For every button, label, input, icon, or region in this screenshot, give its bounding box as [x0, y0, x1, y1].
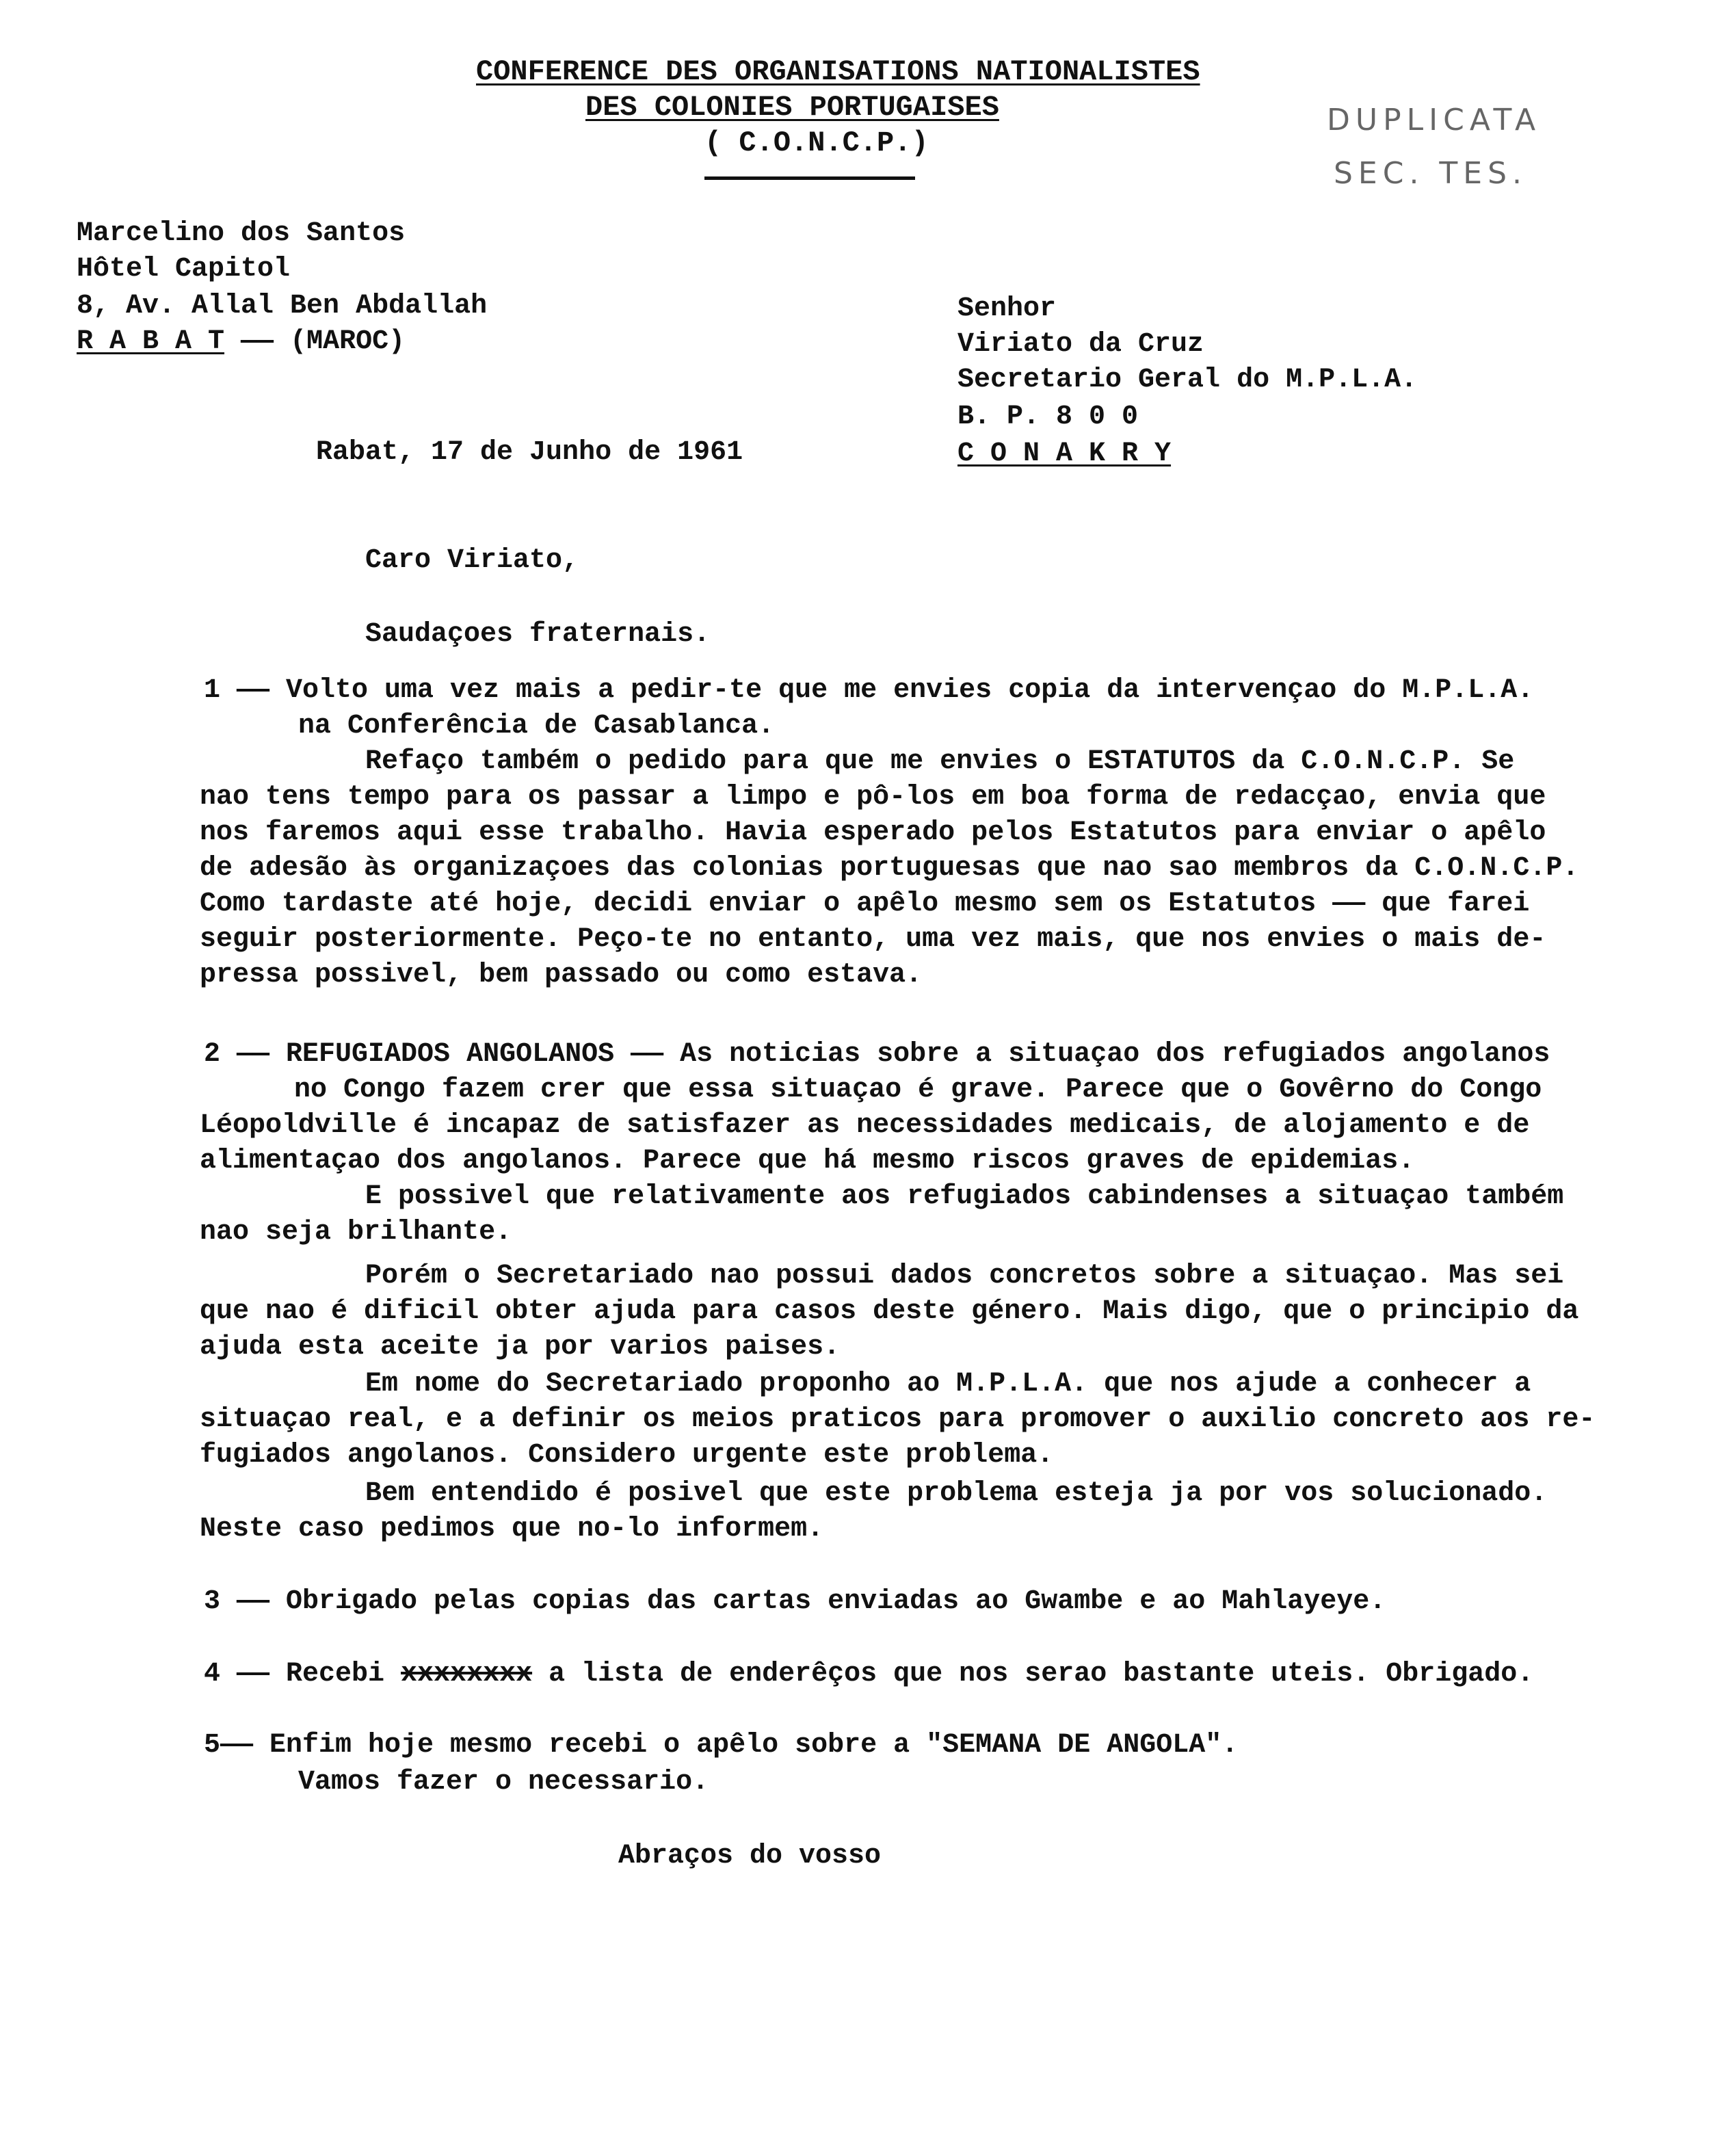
p2-line7: Porém o Secretariado nao possui dados concretos sobre a situaçao. Mas sei: [365, 1261, 1564, 1291]
recipient-salutation: Senhor: [957, 293, 1057, 324]
greeting-salutation: Saudaçoes fraternais.: [365, 619, 711, 650]
sender-country: —— (MAROC): [224, 326, 406, 357]
p1-line6: de adesão às organizaçoes das colonias portuguesas que nao sao membros da C.O.N.C.P.: [200, 853, 1579, 884]
closing-line: Abraços do vosso: [618, 1841, 882, 1871]
sender-city-line: [77, 328, 405, 356]
sender-street: 8, Av. Allal Ben Abdallah: [77, 291, 488, 321]
p2-line3: Léopoldville é incapaz de satisfazer as necessidades medicais, de alojamento e de: [200, 1110, 1530, 1141]
p5-line2: Vamos fazer o necessario.: [298, 1767, 709, 1798]
p2-line1: 2 —— REFUGIADOS ANGOLANOS —— As noticias sobre a situaçao dos refugiados angolanos: [204, 1039, 1550, 1070]
p1-line5: nos faremos aqui esse trabalho. Havia esperado pelos Estatutos para enviar o apêlo: [200, 817, 1546, 848]
recipient-title: Secretario Geral do M.P.L.A.: [957, 365, 1418, 395]
p2-line11: situaçao real, e a definir os meios praticos para promover o auxilio concreto aos re-: [200, 1404, 1596, 1435]
header-rule: [704, 176, 915, 180]
p5-line1: 5—— Enfim hoje mesmo recebi o apêlo sobre a "SEMANA DE ANGOLA".: [204, 1730, 1239, 1761]
p3-line: 3 —— Obrigado pelas copias das cartas enviadas ao Gwambe e ao Mahlayeye.: [204, 1586, 1386, 1617]
recipient-box: B. P. 8 0 0: [957, 402, 1139, 432]
p2-line9: ajuda esta aceite ja por varios paises.: [200, 1332, 841, 1363]
p4-end: a lista de enderêços que nos serao bastante uteis. Obrigado.: [532, 1659, 1534, 1690]
p2-line4: alimentaçao dos angolanos. Parece que há mesmo riscos graves de epidemias.: [200, 1146, 1415, 1176]
sender-hotel: Hôtel Capitol: [77, 254, 291, 285]
p1-line9: pressa possivel, bem passado ou como estava.: [200, 960, 923, 990]
recipient-city: C O N A K R Y: [957, 438, 1172, 469]
p2-line10: Em nome do Secretariado proponho ao M.P.L.A. que nos ajude a conhecer a: [365, 1369, 1531, 1399]
handwritten-note-line1: DUPLICATA: [1327, 103, 1542, 137]
p1-line7: Como tardaste até hoje, decidi enviar o apêlo mesmo sem os Estatutos —— que farei: [200, 889, 1530, 919]
p1-line8: seguir posteriormente. Peço-te no entanto, uma vez mais, que nos envies o mais de-: [200, 924, 1546, 955]
p1-line3: Refaço também o pedido para que me envies o ESTATUTOS da C.O.N.C.P. Se: [365, 746, 1515, 777]
p2-line2: no Congo fazem crer que essa situaçao é grave. Parece que o Govêrno do Congo: [294, 1075, 1542, 1105]
p4-struck-word: xxxxxxxx: [401, 1659, 533, 1690]
p4-line: [204, 1661, 1533, 1688]
p2-line5: E possivel que relativamente aos refugiados cabindenses a situaçao também: [365, 1181, 1564, 1212]
sender-city: R A B A T: [77, 326, 225, 357]
header-title-line2: DES COLONIES PORTUGAISES: [585, 91, 999, 124]
p1-line1: 1 —— Volto uma vez mais a pedir-te que me envies copia da intervençao do M.P.L.A.: [204, 675, 1534, 706]
p1-line4: nao tens tempo para os passar a limpo e pô-los em boa forma de redacçao, envia que: [200, 782, 1546, 813]
letter-date: Rabat, 17 de Junho de 1961: [316, 437, 743, 468]
p2-line12: fugiados angolanos. Considero urgente este problema.: [200, 1440, 1054, 1471]
handwritten-note-line2: SEC. TES.: [1334, 156, 1528, 191]
recipient-name: Viriato da Cruz: [957, 329, 1204, 360]
sender-name: Marcelino dos Santos: [77, 218, 406, 249]
p4-start: 4 —— Recebi: [204, 1659, 401, 1690]
p2-line14: Neste caso pedimos que no-lo informem.: [200, 1514, 824, 1544]
header-title-line1: CONFERENCE DES ORGANISATIONS NATIONALISTES: [476, 55, 1200, 88]
p2-line6: nao seja brilhante.: [200, 1217, 512, 1248]
greeting-line: Caro Viriato,: [365, 545, 579, 576]
p2-line8: que nao é dificil obter ajuda para casos deste género. Mais digo, que o principio da: [200, 1296, 1579, 1327]
p2-line13: Bem entendido é posivel que este problema esteja ja por vos solucionado.: [365, 1478, 1548, 1509]
header-acronym: ( C.O.N.C.P.): [704, 127, 929, 159]
p1-line2: na Conferência de Casablanca.: [298, 711, 775, 741]
